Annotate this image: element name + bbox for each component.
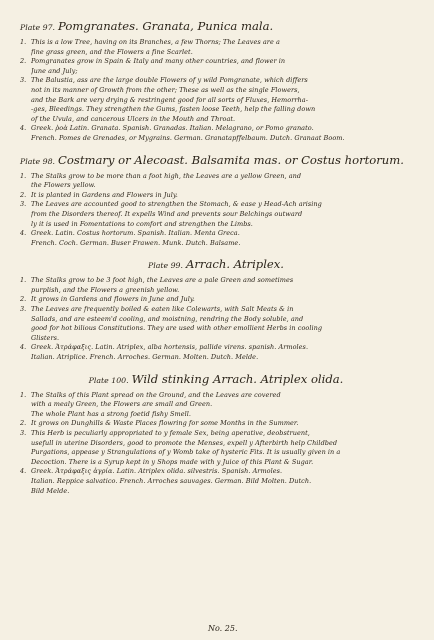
plate-item [20, 200, 412, 229]
item-number: 3. [20, 76, 27, 85]
plate-item [20, 229, 412, 248]
item-text-line: Greek. ῥοὰ Latin. Granata. Spanish. Granadas. Italian. Melagrano, or Pomo granato. [31, 124, 314, 133]
item-number: 4. [20, 124, 27, 133]
item-text-line: Italian. Atriplice. French. Arroches. German. Molten. Dutch. Melde. [31, 353, 259, 362]
item-text-line: good for hot bilious Constitutions. They are used with other emollient Herbs in cooling [31, 324, 323, 333]
item-text-line: Greek. Ἀτράφαξις ἀγρία. Latin. Atriplex olida. silvestris. Spanish. Armoles. [31, 467, 283, 476]
plate-number: Plate 98. [20, 156, 56, 166]
plate-item [20, 38, 412, 57]
plate-section [20, 258, 412, 362]
item-text-line: fine grass green, and the Flowers a fine Scarlet. [31, 47, 193, 56]
item-text-line: It is planted in Gardens and Flowers in July. [31, 190, 178, 199]
plate-number: Plate 100. [88, 375, 129, 385]
plate-item-list [20, 172, 412, 249]
plate-number: Plate 99. [147, 261, 183, 271]
plate-item [20, 295, 412, 305]
plate-title: Wild stinking Arrach. Atriplex olida. [131, 371, 344, 386]
item-text-line: The whole Plant has a strong foetid fishy Smell. [31, 409, 191, 418]
item-number: 3. [20, 305, 27, 314]
item-text-line: June and July; [31, 66, 78, 75]
item-text-line: -ges, Bleedings. They strengthen the Gums, fasten loose Teeth, help the falling down [31, 105, 316, 114]
item-text-line: Sallads, and are esteem'd cooling, and moistning, rendring the Body soluble, and [31, 314, 304, 323]
item-text-line: and the Bark are very drying & restringent good for all sorts of Fluxes, Hemorrha- [31, 95, 308, 104]
item-text-line: The Leaves are frequently boiled & eaten like Colewarts, with Salt Meats & in [31, 305, 294, 314]
item-text-line: It grows on Dunghills & Waste Places flowring for some Months in the Summer. [31, 419, 299, 428]
plate-item [20, 467, 412, 496]
plate-item [20, 276, 412, 295]
item-text-line: Pomgranates grow in Spain & Italy and many other countries, and flower in [31, 57, 286, 66]
item-number: 2. [20, 57, 27, 66]
item-text-line: The Leaves are accounted good to strengthen the Stomach, & ease y Head-Ach arising [31, 200, 322, 209]
item-text-line: Purgations, appease y Strangulations of y Womb take of hysteric Fits. It is usually given in a [31, 448, 341, 457]
item-text-line: The Stalks grow to be 3 foot high, the Leaves are a pale Green and sometimes [31, 276, 294, 285]
plate-item [20, 419, 412, 429]
plate-heading [20, 154, 412, 168]
plate-item [20, 124, 412, 143]
item-text-line: the Flowers yellow. [31, 181, 96, 190]
plate-item [20, 76, 412, 124]
item-text-line: Greek. Ἀτράφαξις. Latin. Atriplex, alba hortensis, pallide virens. spanish. Armoles. [31, 343, 309, 352]
item-text-line: Glisters. [31, 333, 60, 342]
item-text-line: not in its manner of Growth from the other; These as well as the single Flowers, [31, 85, 300, 94]
item-number: 4. [20, 467, 27, 476]
item-number: 1. [20, 390, 27, 399]
plate-item [20, 191, 412, 201]
plate-heading [20, 20, 412, 34]
item-text-line: with a mealy Green, the Flowers are small and Green. [31, 400, 213, 409]
plate-item-list [20, 38, 412, 144]
item-number: 2. [20, 295, 27, 304]
item-text-line: ly it is used in Fomentations to comfort and strengthen the Limbs. [31, 219, 253, 228]
item-text-line: French. Pomes de Grenades, or Mygrains. German. Granatapffelbaum. Dutch. Granaat Boom. [31, 133, 345, 142]
item-text-line: Decoction. There is a Syrup kept in y Shops made with y Juice of this Plant & Sugar. [31, 457, 314, 466]
plate-item-list [20, 276, 412, 362]
plate-title: Pomgranates. Granata, Punica mala. [58, 19, 274, 33]
item-text-line: Italian. Reppice salvatico. French. Arroches sauvages. German. Bild Molten. Dutch. [31, 476, 312, 485]
item-text-line: The Stalks grow to be more than a foot high, the Leaves are a yellow Green, and [31, 171, 302, 180]
plate-item [20, 57, 412, 76]
plate-item-list [20, 391, 412, 497]
plate-section [20, 154, 412, 249]
plate-number: Plate 97. [20, 23, 56, 32]
item-text-line: The Stalks of this Plant spread on the Ground, and the Leaves are covered [31, 390, 281, 399]
page-number: No. 25. [208, 624, 238, 633]
item-number: 1. [20, 171, 27, 180]
item-text-line: This is a low Tree, having on its Branches, a few Thorns; The Leaves are a [31, 38, 280, 46]
item-text-line: Bild Melde. [31, 486, 70, 495]
item-text-line: Greek. Latin. Costus hortorum. Spanish. Italian. Menta Greca. [31, 229, 240, 238]
plate-title: Arrach. Atriplex. [186, 257, 284, 272]
item-number: 3. [20, 200, 27, 209]
item-text-line: This Herb is peculiarly appropriated to y female Sex, being aperative, deobstruent, [31, 429, 310, 437]
item-number: 2. [20, 419, 27, 428]
item-number: 4. [20, 229, 27, 238]
plate-heading [20, 258, 412, 272]
item-text-line: from the Disorders thereof. It expells Wind and prevents sour Belchings outward [31, 209, 303, 218]
plates-container [20, 20, 412, 496]
item-number: 3. [20, 429, 27, 437]
item-text-line: It grows in Gardens and flowers in June and July. [31, 295, 195, 304]
plate-section [20, 20, 412, 144]
plate-heading [20, 373, 412, 387]
plate-item [20, 305, 412, 343]
item-number: 2. [20, 190, 27, 199]
item-number: 1. [20, 276, 27, 285]
item-text-line: of the Uvula, and cancerous Ulcers in the Mouth and Throat. [31, 114, 236, 123]
plate-item [20, 391, 412, 420]
item-text-line: French. Coch. German. Buser Frawen. Munk. Dutch. Balsame. [31, 238, 241, 247]
plate-section [20, 373, 412, 497]
item-number: 4. [20, 343, 27, 352]
item-text-line: usefull in uterine Disorders, good to promote the Menses, expell y Afterbirth help Childbed [31, 438, 338, 447]
item-text-line: purplish, and the Flowers a greenish yellow. [31, 285, 180, 294]
item-number: 1. [20, 38, 27, 46]
item-text-line: The Balustia, ass are the large double Flowers of y wild Pomgranate, which differs [31, 76, 308, 85]
plate-item [20, 429, 412, 467]
plate-item [20, 172, 412, 191]
plate-item [20, 343, 412, 362]
plate-title: Costmary or Alecoast. Balsamita mas. or Costus hortorum. [58, 152, 404, 167]
